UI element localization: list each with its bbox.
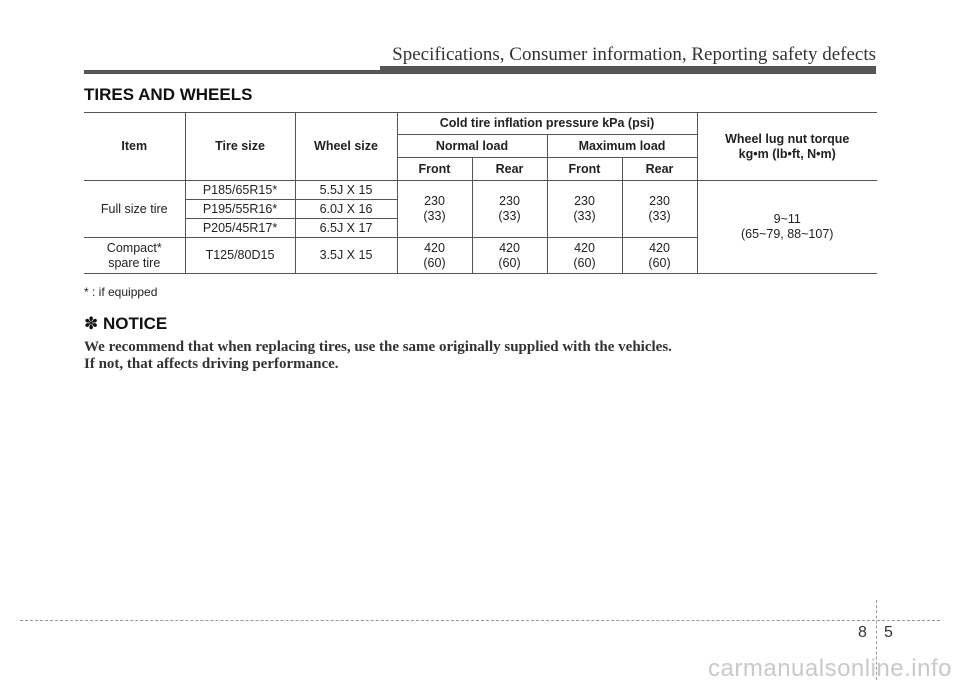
pressure-cell bbox=[547, 181, 622, 238]
pressure-cell bbox=[547, 238, 622, 274]
wheel-size-cell: 3.5J X 15 bbox=[295, 238, 397, 274]
tire-size-cell: T125/80D15 bbox=[185, 238, 295, 274]
header-front: Front bbox=[547, 158, 622, 181]
header-title: Specifications, Consumer information, Reporting safety defects bbox=[392, 44, 876, 65]
tire-size-cell: P195/55R16* bbox=[185, 200, 295, 219]
pressure-cell bbox=[622, 238, 697, 274]
header-rear: Rear bbox=[472, 158, 547, 181]
section-title: TIRES AND WHEELS bbox=[84, 85, 253, 104]
pressure-kpa: 420 bbox=[499, 240, 520, 255]
pressure-psi: (60) bbox=[648, 255, 671, 270]
compact-label-line1: Compact* bbox=[106, 240, 162, 255]
pressure-kpa: 420 bbox=[424, 240, 445, 255]
header-item: Item bbox=[84, 113, 185, 181]
header-front: Front bbox=[397, 158, 472, 181]
torque-range: 9~11 bbox=[773, 212, 801, 226]
notice-title: ✽ NOTICE bbox=[84, 314, 168, 333]
notice-line: If not, that affects driving performance. bbox=[84, 356, 339, 372]
notice-line: We recommend that when replacing tires, use the same originally supplied with the vehicles. bbox=[84, 339, 672, 355]
torque-range-units: (65~79, 88~107) bbox=[741, 227, 834, 241]
header-wheel-size: Wheel size bbox=[295, 113, 397, 181]
pressure-kpa: 230 bbox=[499, 194, 520, 208]
pressure-kpa: 230 bbox=[649, 194, 670, 208]
header-inflation-pressure: Cold tire inflation pressure kPa (psi) bbox=[397, 113, 697, 135]
compact-label-line2: spare tire bbox=[108, 255, 161, 270]
header-normal-load: Normal load bbox=[397, 135, 547, 158]
tire-size-cell: P205/45R17* bbox=[185, 219, 295, 238]
chapter-number: 8 bbox=[858, 624, 867, 641]
footer-rule bbox=[20, 620, 940, 621]
pressure-psi: (33) bbox=[423, 209, 446, 223]
wheel-size-cell: 6.0J X 16 bbox=[295, 200, 397, 219]
pressure-cell bbox=[472, 181, 547, 238]
full-size-tire-label: Full size tire bbox=[84, 181, 185, 238]
pressure-cell bbox=[397, 238, 472, 274]
watermark: carmanualsonline.info bbox=[708, 655, 952, 682]
pressure-psi: (33) bbox=[573, 209, 596, 223]
wheel-size-cell: 5.5J X 15 bbox=[295, 181, 397, 200]
header-torque-line2: kg•m (lb•ft, N•m) bbox=[738, 146, 836, 161]
tires-wheels-table bbox=[84, 112, 877, 274]
pressure-psi: (60) bbox=[498, 255, 521, 270]
pressure-kpa: 420 bbox=[649, 240, 670, 255]
header-lug-nut-torque bbox=[697, 113, 877, 181]
header-rear: Rear bbox=[622, 158, 697, 181]
pressure-cell bbox=[622, 181, 697, 238]
pressure-psi: (60) bbox=[423, 255, 446, 270]
wheel-size-cell: 6.5J X 17 bbox=[295, 219, 397, 238]
table-row bbox=[84, 181, 877, 200]
pressure-cell bbox=[397, 181, 472, 238]
header-maximum-load: Maximum load bbox=[547, 135, 697, 158]
pressure-psi: (33) bbox=[648, 209, 671, 223]
header-torque-line1: Wheel lug nut torque bbox=[725, 131, 850, 146]
footnote: * : if equipped bbox=[84, 285, 158, 299]
pressure-psi: (33) bbox=[498, 209, 521, 223]
page-number: 5 bbox=[884, 624, 893, 641]
pressure-cell bbox=[472, 238, 547, 274]
pressure-kpa: 230 bbox=[424, 194, 445, 208]
compact-spare-tire-label bbox=[84, 238, 185, 274]
pressure-kpa: 420 bbox=[574, 240, 595, 255]
header-tire-size: Tire size bbox=[185, 113, 295, 181]
pressure-kpa: 230 bbox=[574, 194, 595, 208]
table-header-row bbox=[84, 113, 877, 135]
tire-size-cell: P185/65R15* bbox=[185, 181, 295, 200]
pressure-psi: (60) bbox=[573, 255, 596, 270]
notice-text bbox=[84, 339, 844, 373]
lug-nut-torque-value bbox=[697, 181, 877, 274]
header-rule bbox=[84, 70, 876, 74]
